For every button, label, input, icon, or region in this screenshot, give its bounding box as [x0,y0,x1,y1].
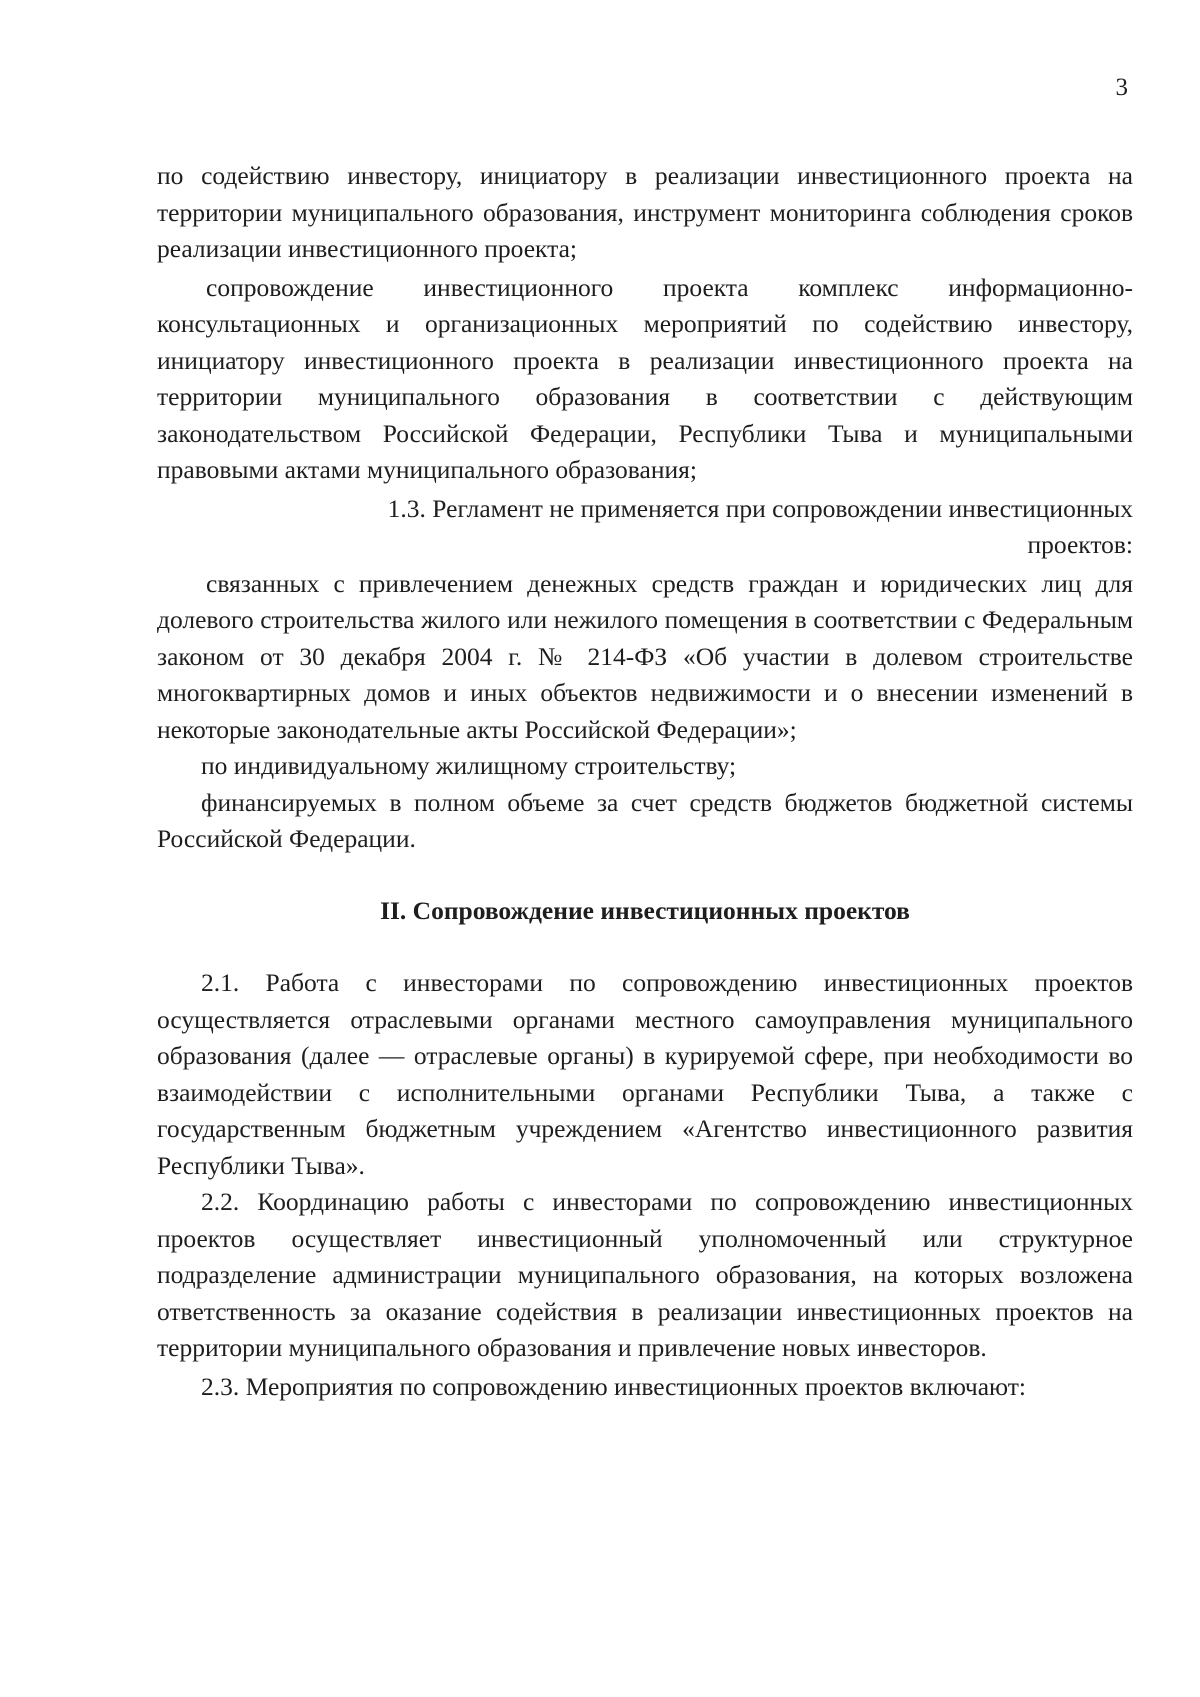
paragraph-definition: сопровождение инвестиционного проекта комплекс информационно-консультационных и организационных мероприятий по содействию инвестору, инициатору инвестиционного проекта в реализации инвестиционного проекта на территории муниципального образования в соответствии с действующим законодательством Российской Федерации, Республики Тыва и муниципальными правовыми актами муниципального образования; [157,272,1133,484]
page-number: 3 [1115,74,1128,101]
paragraph-exclusion-budget-funded: финансируемых в полном объеме за счет средств бюджетов бюджетной системы Российской Федерации. [157,787,1133,853]
paragraph-clause-1-3: 1.3. Регламент не применяется при сопровождении инвестиционных проектов: [387,493,1133,559]
paragraph-clause-2-2: 2.2. Координацию работы с инвесторами по сопровождению инвестиционных проектов осуществляет инвестиционный уполномоченный или структурное подразделение администрации муниципального образования, на которых возложена ответственность за оказание содействия в реализации инвестиционных проектов на территории муниципального образования и привлечение новых инвесторов. [157,1187,1133,1362]
paragraph-exclusion-individual-housing: по индивидуальному жилищному строительству; [201,751,737,780]
paragraph-continuation: по содействию инвестору, инициатору в реализации инвестиционного проекта на территории муниципального образования, инструмент мониторинга соблюдения сроков реализации инвестиционного проекта; [157,161,1133,263]
section-heading: II. Сопровождение инвестиционных проектов [380,895,910,925]
document-body [157,158,1133,1405]
paragraph-clause-2-3: 2.3. Мероприятия по сопровождению инвестиционных проектов включают: [201,1371,1027,1401]
paragraph-exclusion-shared-construction: связанных с привлечением денежных средств граждан и юридических лиц для долевого строительства жилого или нежилого помещения в соответствии с Федеральным законом от 30 декабря 2004 г. № 214-ФЗ «Об участии в долевом строительстве многоквартирных домов и иных объектов недвижимости и о внесении изменений в некоторые законодательные акты Российской Федерации»; [157,568,1133,744]
paragraph-clause-2-1: 2.1. Работа с инвесторами по сопровождению инвестиционных проектов осуществляется отраслевыми органами местного самоуправления муниципального образования (далее — отраслевые органы) в курируемой сфере, при необходимости во взаимодействии с исполнительными органами Республики Тыва, а также с государственным бюджетным учреждением «Агентство инвестиционного развития Республики Тыва». [157,968,1133,1180]
